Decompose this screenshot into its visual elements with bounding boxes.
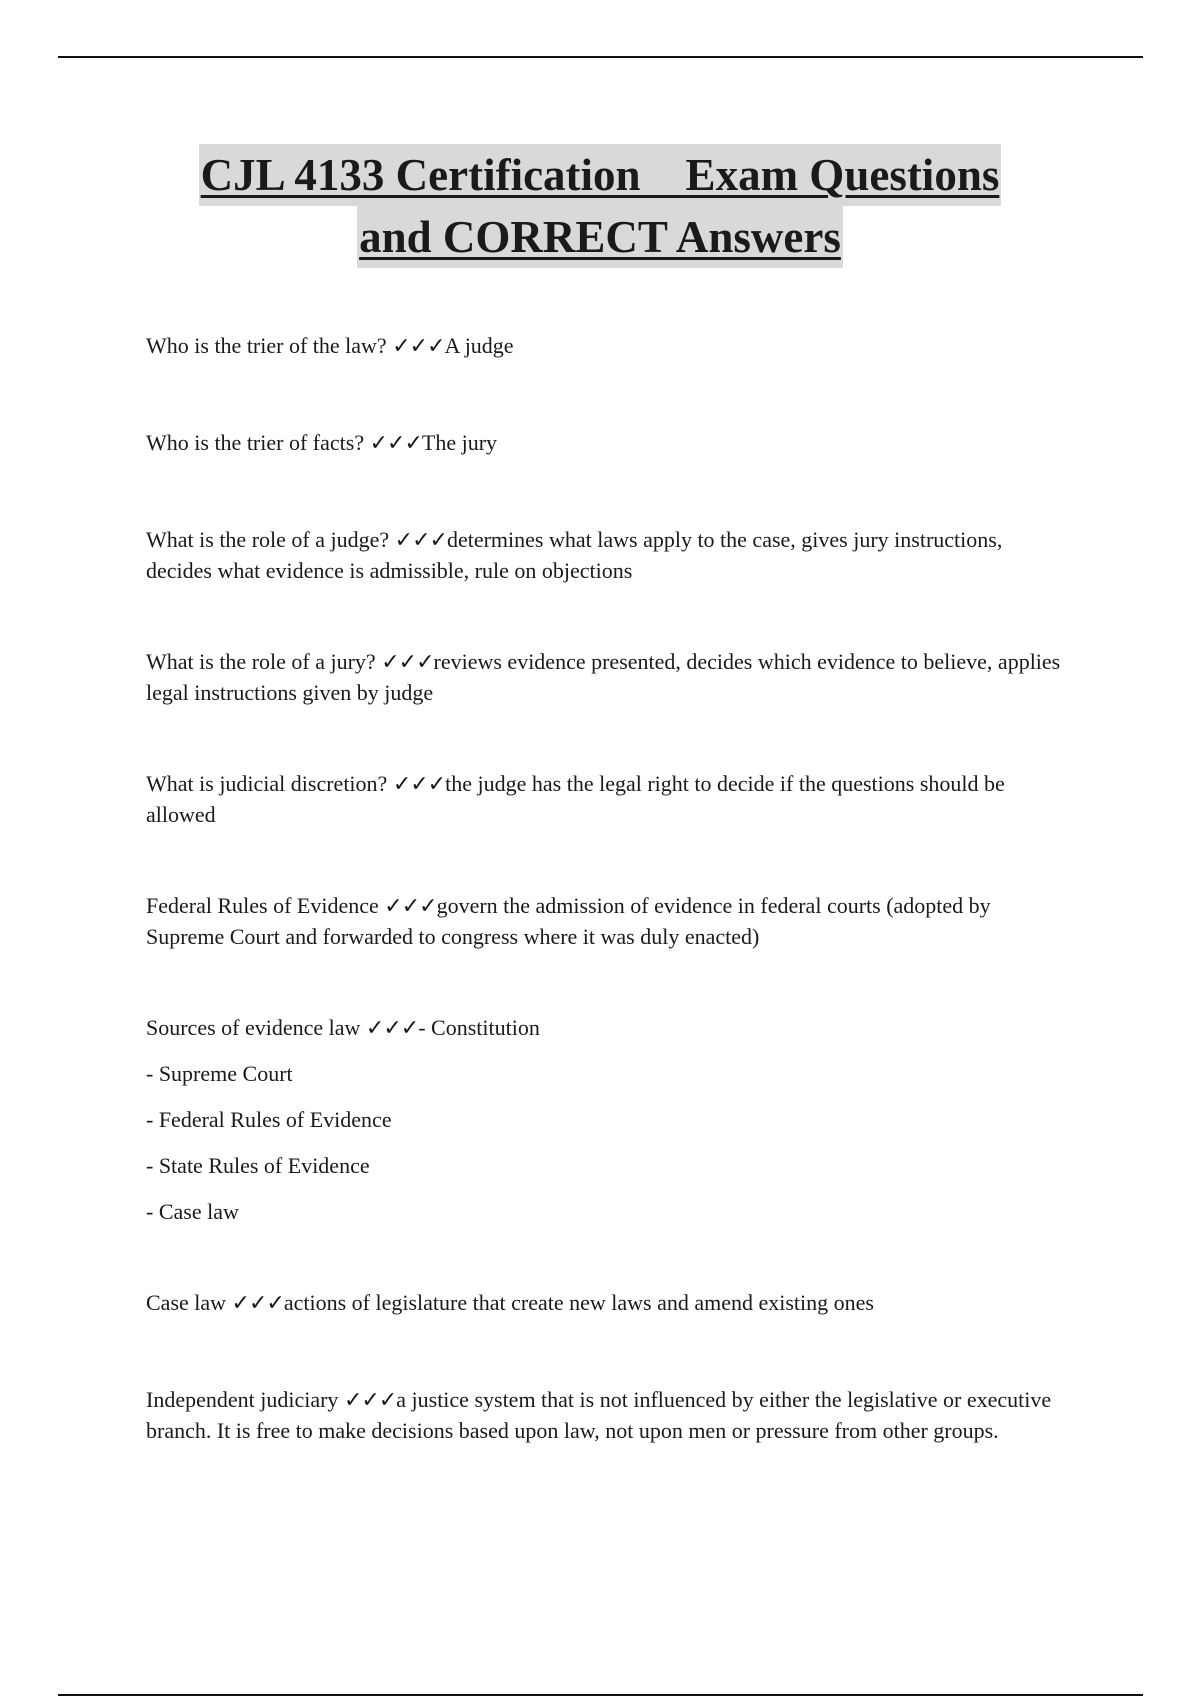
question-text: Case law (146, 1290, 232, 1315)
answer-text: the judge has the legal right to decide if the questions should be allowed (146, 771, 1005, 827)
answer-text: determines what laws apply to the case, gives jury instructions, decides what evidence is admissible, rule on objections (146, 527, 1003, 583)
answer-text: govern the admission of evidence in federal courts (adopted by Supreme Court and forwarded to congress where it was duly enacted) (146, 893, 991, 949)
bottom-rule (58, 1694, 1143, 1696)
list-item: - State Rules of Evidence (146, 1153, 370, 1178)
qa-entry (146, 1384, 1066, 1446)
checkmark-icon: ✓✓✓ (365, 1015, 419, 1040)
checkmark-icon: ✓✓✓ (392, 771, 446, 796)
qa-entry (146, 890, 1066, 952)
list-item: - Case law (146, 1199, 239, 1224)
answer-text: actions of legislature that create new laws and amend existing ones (283, 1290, 874, 1315)
qa-list (146, 330, 1066, 1512)
checkmark-icon: ✓✓✓ (231, 1290, 284, 1315)
answer-text: reviews evidence presented, decides which evidence to believe, applies legal instructions given by judge (146, 649, 1061, 705)
question-text: Who is the trier of facts? (146, 430, 370, 455)
qa-entry (146, 768, 1066, 830)
top-rule (58, 56, 1143, 58)
qa-entry-head (146, 1012, 1066, 1043)
question-text: What is the role of a judge? (146, 527, 395, 552)
question-text: What is judicial discretion? (146, 771, 393, 796)
qa-entry (146, 1287, 1066, 1318)
question-text: What is the role of a jury? (146, 649, 382, 674)
question-text: Federal Rules of Evidence (146, 893, 385, 918)
question-text: Sources of evidence law (146, 1015, 366, 1040)
checkmark-icon: ✓✓✓ (369, 430, 422, 455)
qa-entry (146, 330, 1066, 361)
qa-entry (146, 427, 1066, 458)
title-line-1: CJL 4133 Certification Exam Questions (199, 144, 1002, 206)
qa-entry (146, 646, 1066, 708)
checkmark-icon: ✓✓✓ (384, 893, 437, 918)
qa-entry (146, 524, 1066, 586)
answer-text: A judge (444, 333, 514, 358)
answer-text: - Constitution (418, 1015, 540, 1040)
title-line-2: and CORRECT Answers (357, 206, 843, 268)
list-item: - Federal Rules of Evidence (146, 1107, 392, 1132)
question-text: Who is the trier of the law? (146, 333, 393, 358)
checkmark-icon: ✓✓✓ (381, 649, 434, 674)
answer-text: The jury (421, 430, 498, 455)
question-text: Independent judiciary (146, 1387, 344, 1412)
document-title (0, 144, 1200, 268)
list-item: - Supreme Court (146, 1061, 293, 1086)
qa-entry-list (146, 1012, 1066, 1227)
checkmark-icon: ✓✓✓ (343, 1387, 397, 1412)
checkmark-icon: ✓✓✓ (394, 527, 447, 552)
answer-text: a justice system that is not influenced by either the legislative or executive branch. It is free to make decisions based upon law, not upon men or pressure from other groups. (146, 1387, 1052, 1443)
checkmark-icon: ✓✓✓ (392, 333, 445, 358)
